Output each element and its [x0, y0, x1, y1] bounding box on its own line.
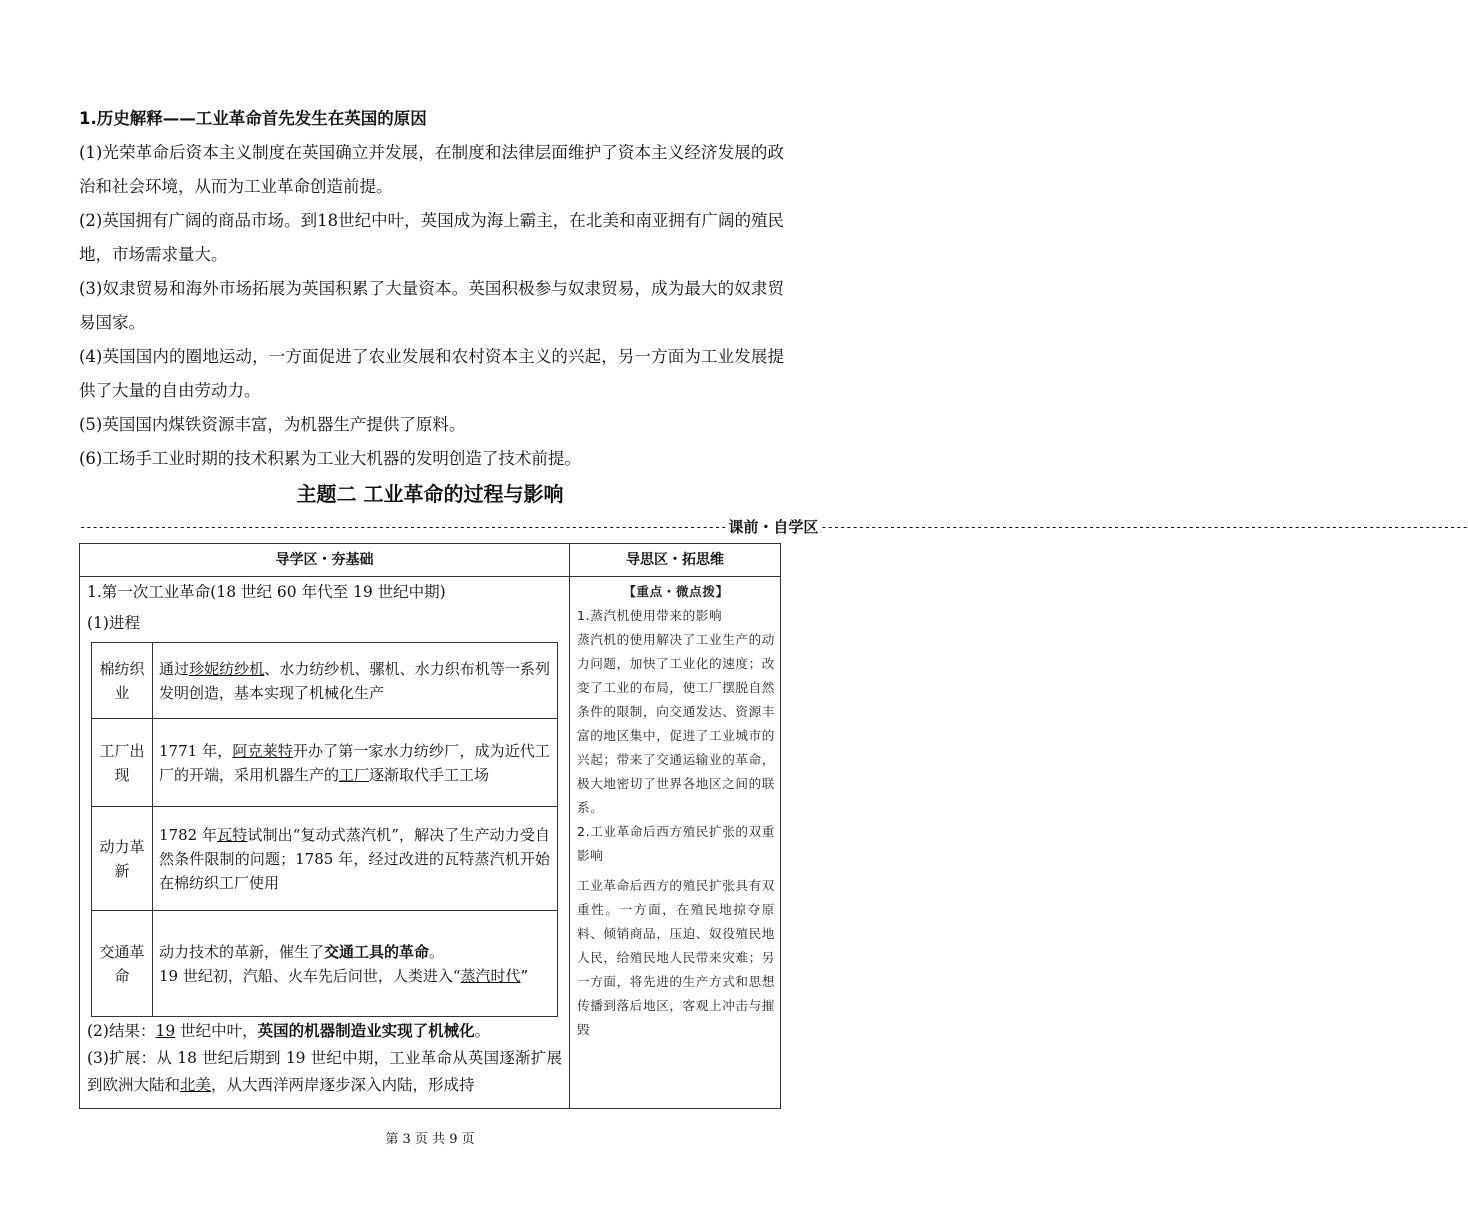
first-revolution-title: 1.第一次工业革命(18 世纪 60 年代至 19 世纪中期): [87, 583, 446, 601]
key-points-title: 【重点・微点拨】: [623, 584, 729, 599]
result-line: (2)结果：19 世纪中叶，英国的机器制造业实现了机械化。: [87, 1022, 491, 1040]
key-point-body: 工业革命后西方的殖民扩张具有双重性。一方面，在殖民地掠夺原料、倾销商品，压迫、奴役殖民地人民，给殖民地人民带来灾难；另一方面，将先进的生产方式和思想传播到落后地区，客观上冲击与摧毁: [577, 878, 775, 1037]
keyword-underlined: 工厂: [339, 765, 370, 784]
theme-title: 主题二 工业革命的过程与影响: [296, 482, 564, 506]
section-historical-explanation: [79, 102, 784, 476]
section-heading: 1.历史解释——工业革命首先发生在英国的原因: [79, 109, 427, 128]
reason-item: (4)英国国内的圈地运动，一方面促进了农业发展和农村资本主义的兴起，另一方面为工业发展提供了大量的自由劳动力。: [79, 347, 784, 400]
row-key-transport: 交通革命: [92, 911, 153, 1017]
divider-label: 课前・自学区: [728, 518, 819, 536]
key-points-column: [577, 580, 775, 1042]
row-value-power: 1782 年瓦特试制出“复动式蒸汽机”，解决了生产动力受自然条件限制的问题；1785 年，经过改进的瓦特蒸汽机开始在棉纺织工厂使用: [153, 807, 558, 911]
keyword-underlined: 瓦特: [217, 825, 248, 844]
keyword-underlined: 19: [155, 1022, 176, 1040]
divider-dashes-left: --------------------------------------------------------------------------------------------------------: [79, 520, 727, 534]
keyword-underlined: 珍妮纺纱机: [189, 659, 265, 678]
row-key-factory: 工厂出现: [92, 719, 153, 807]
table-row: [92, 643, 558, 719]
row-key-cotton: 棉纺织业: [92, 643, 153, 719]
progress-label: (1)进程: [87, 614, 140, 632]
divider-dashes-right: --------------------------------------------------------------------------------------------------------: [820, 520, 1468, 534]
right-column-header: 导思区・拓思维: [626, 552, 724, 568]
key-point-heading: 1.蒸汽机使用带来的影响: [577, 608, 723, 623]
keyword-underlined: 蒸汽时代: [460, 966, 521, 985]
page-footer: 第 3 页 共 9 页: [385, 1132, 475, 1147]
guided-study-column: [87, 577, 562, 1099]
expansion-paragraph: (3)扩展：从 18 世纪后期到 19 世纪中期，工业革命从英国逐渐扩展到欧洲大陆和北美，从大西洋两岸逐步深入内陆，形成持: [87, 1049, 562, 1094]
row-value-cotton: 通过珍妮纺纱机、水力纺纱机、骡机、水力织布机等一系列发明创造，基本实现了机械化生产: [153, 643, 558, 719]
section-divider: [79, 517, 1468, 537]
keyword-underlined: 北美: [180, 1076, 212, 1094]
key-point-heading: 2.工业革命后西方殖民扩张的双重影响: [577, 824, 775, 863]
key-point-body: 蒸汽机的使用解决了工业生产的动力问题，加快了工业化的速度；改变了工业的布局，使工厂摆脱自然条件的限制，向交通发达、资源丰富的地区集中，促进了工业城市的兴起；带来了交通运输业的革命，极大地密切了世界各地区之间的联系。: [577, 632, 775, 815]
column-divider: [569, 544, 570, 1108]
study-table: [79, 543, 781, 1109]
row-value-transport: 动力技术的革新，催生了交通工具的革命。 19 世纪初，汽船、火车先后问世，人类进入“蒸汽时代”: [153, 911, 558, 1017]
progress-table: [91, 642, 558, 1017]
keyword-underlined: 阿克莱特: [232, 741, 293, 760]
row-value-factory: 1771 年，阿克莱特开办了第一家水力纺纱厂，成为近代工厂的开端，采用机器生产的工厂逐渐取代手工工场: [153, 719, 558, 807]
reason-item: (6)工场手工业时期的技术积累为工业大机器的发明创造了技术前提。: [79, 449, 581, 468]
row-key-power: 动力革新: [92, 807, 153, 911]
table-row: [92, 911, 558, 1017]
table-row: [92, 719, 558, 807]
left-column-header: 导学区・夯基础: [275, 552, 374, 568]
reason-item: (5)英国国内煤铁资源丰富，为机器生产提供了原料。: [79, 415, 466, 434]
table-row: [92, 807, 558, 911]
reason-item: (2)英国拥有广阔的商品市场。到18世纪中叶，英国成为海上霸主，在北美和南亚拥有广阔的殖民地，市场需求量大。: [79, 211, 784, 264]
reason-item: (1)光荣革命后资本主义制度在英国确立并发展，在制度和法律层面维护了资本主义经济发展的政治和社会环境，从而为工业革命创造前提。: [79, 143, 784, 196]
reason-item: (3)奴隶贸易和海外市场拓展为英国积累了大量资本。英国积极参与奴隶贸易，成为最大的奴隶贸易国家。: [79, 279, 784, 332]
